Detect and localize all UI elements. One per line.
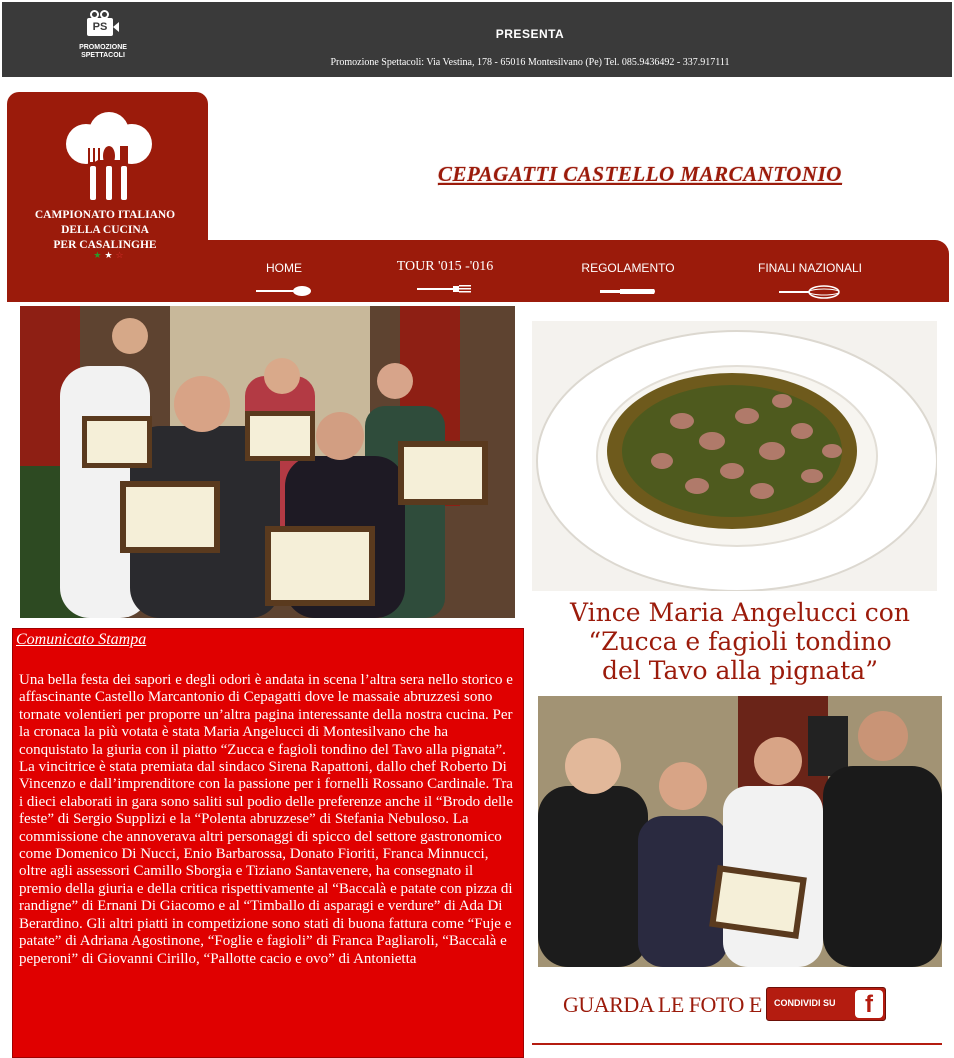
nav-label: HOME: [266, 261, 302, 275]
divider: [532, 1043, 942, 1045]
facebook-icon[interactable]: f: [855, 990, 883, 1018]
winner-award-photo-art: [538, 696, 942, 967]
championship-title: CAMPIONATO ITALIANO DELLA CUCINA PER CASALINGHE: [34, 209, 176, 251]
share-label: CONDIVIDI SU: [774, 998, 836, 1008]
nav-item-regolamento[interactable]: [568, 261, 688, 297]
chef-hat-cutlery-icon: [62, 110, 156, 202]
logo-text: PROMOZIONE SPETTACOLI: [79, 44, 127, 59]
spoon-icon: [256, 285, 312, 297]
fork-icon: [417, 283, 473, 295]
contact-info: Promozione Spettacoli: Via Vestina, 178 - 65016 Montesilvano (Pe) Tel. 085.9436492 - 337.917111: [330, 57, 730, 68]
nav-label: FINALI NAZIONALI: [757, 261, 863, 275]
knife-icon: [600, 285, 656, 297]
page-heading: CEPAGATTI CASTELLO MARCANTONIO: [438, 162, 842, 186]
winners-group-photo[interactable]: [20, 306, 515, 618]
winners-group-photo-art: [20, 306, 515, 618]
winning-dish-photo[interactable]: [532, 321, 937, 591]
winner-heading: Vince Maria Angelucci con “Zucca e fagioli tondino del Tavo alla pignata”: [570, 598, 910, 685]
view-photos-link[interactable]: GUARDA LE FOTO E: [563, 992, 762, 1017]
whisk-icon: [779, 285, 841, 299]
tricolor-stars-icon: ★★☆: [93, 250, 127, 260]
nav-item-tour[interactable]: [380, 259, 510, 295]
winner-award-photo[interactable]: [538, 696, 942, 967]
winning-dish-photo-art: [532, 321, 937, 591]
presenta-label: PRESENTA: [495, 27, 565, 41]
nav-item-home[interactable]: [244, 261, 324, 297]
nav-label: REGOLAMENTO: [581, 261, 675, 275]
press-release-text: Una bella festa dei sapori e degli odori è andata in scena l’altra sera nello storico e affascinante Castello Marcantonio di Cepagatti dove le massaie abruzzesi sono tornate volentieri per proporre un’altra pagina interessante della nostra cucina. Per la cronaca la più votata è stata Maria Angelucci di Montesilvano che ha conquistato la giuria con il piatto “Zucca e fagioli tondino del Tavo alla pignata”. La vincitrice è stata premiata dal sindaco Sirena Rapattoni, dallo chef Roberto Di Vincenzo e dall’imprenditore con la passione per i fornelli Rossano Cardinale. Tra i dieci elaborati in gara sono saliti sul podio delle preferenze anche il “Brodo delle feste” di Sergio Supplizi e la “Polenta abruzzese” di Stefania Nebuloso. La commissione che annoverava altri personaggi di spicco del settore gastronomico come Domenico Di Nucci, Enio Barbarossa, Donato Fioriti, Franca Minnucci, oltre agli assessori Camillo Sborgia e Tiziano Santavenere, ha consegnato il premio della giuria e della critica rispettivamente al “Baccalà e patate con pizza di randigne” di Ernani Di Giacomo e al “Timballo di asparagi e verdure” di Ada Di Berardino. Gli altri piatti in competizione sono stati di buona fattura come “Fuje e patate” di Adriana Agostinone, “Foglie e fagioli” di Franca Pagliaroli, “Baccalà e peperoni” di Giovanni Cirillo, “Pallotte cacio e ovo” di Antonietta: [19, 672, 513, 967]
nav-label: TOUR '015 -'016: [396, 259, 494, 274]
promozione-spettacoli-logo[interactable]: [72, 10, 134, 70]
press-release-title[interactable]: Comunicato Stampa: [16, 631, 147, 648]
nav-item-finali-nazionali[interactable]: [740, 261, 880, 299]
film-camera-icon: PS: [87, 10, 119, 36]
